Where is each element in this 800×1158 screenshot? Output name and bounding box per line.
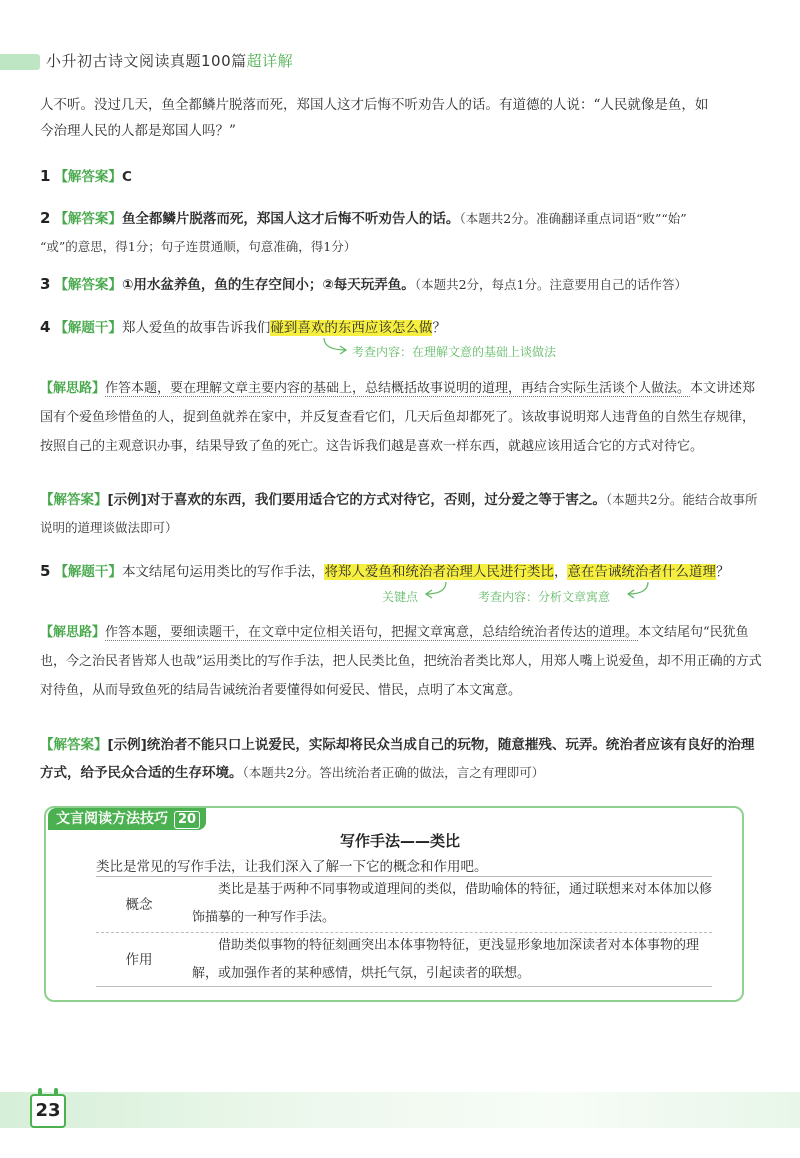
question-4-answer [40,486,765,542]
stem-suffix: ？ [715,564,730,580]
book-title [46,50,293,71]
stem-tag: 【解题干】 [54,564,122,580]
question-5-answer [40,731,765,787]
table-row-text: 借助类似事物的特征刻画突出本体事物特征，更浅显形象地加深读者对本体事物的理解，或加强作者的某种感情，烘托气氛，引起读者的联想。 [192,938,700,981]
passage-continuation [40,92,760,144]
passage-line-1: 人不听。没过几天，鱼全都鳞片脱落而死，郑国人这才后悔不听劝告人的话。有道德的人说：“人民就像是鱼，如 [40,97,709,113]
stem-tag: 【解题干】 [54,320,122,336]
scoring-note: （本题共2分，每点1分。注意要用自己的话作答） [414,277,687,292]
table-row-label: 概念 [125,897,153,913]
answer-text: C [121,169,132,185]
scoring-note: （本题共2分。答出统治者正确的做法，言之有理即可） [242,765,545,780]
question-4-stem [40,313,765,342]
table-bottom-border [96,986,712,987]
thinking-underlined: 作答本题，要细读题干，在文章中定位相关语句，把握文章寓意，总结给统治者传达的道理。 [105,625,639,640]
annotation-key-point: 关键点 [382,590,419,604]
question-number: 1 [40,167,51,185]
annotation-arrow [624,580,654,602]
question-4-thinking [40,374,765,461]
page-number: 23 [30,1094,66,1128]
question-2 [40,204,765,261]
stem-highlight: 碰到喜欢的东西应该怎么做 [270,320,433,336]
annotation-arrow [422,580,452,602]
scoring-note: （本题共2分。准确翻译重点词语“败”“始” [459,211,687,226]
passage-line-2: 今治理人民的人都是郑国人吗？” [40,123,236,139]
stem-highlight-2: 意在告诫统治者什么道理 [567,564,716,580]
answer-text: [示例]统治者不能只口上说爱民，实际却将民众当成自己的玩物，随意摧残、玩弄。统治者应该有良好的治理方式，给予民众合适的生存环境。 [40,737,755,781]
stem-text: 本文结尾句运用类比的写作手法， [121,564,325,580]
scoring-note-cont: “或”的意思，得1分；句子连贯通顺，句意准确，得1分） [40,239,357,254]
method-tip-intro: 类比是常见的写作手法，让我们深入了解一下它的概念和作用吧。 [96,859,488,875]
thinking-underlined: 作答本题，要在理解文章主要内容的基础上，总结概括故事说明的道理，再结合实际生活谈个人做法。 [105,381,691,396]
stem-mid: ， [553,564,568,580]
stem-text: 郑人爱鱼的故事告诉我们 [121,320,271,336]
answer-tag: 【解答案】 [40,737,108,753]
answer-tag: 【解答案】 [54,169,122,185]
book-title-main: 小升初古诗文阅读真题100篇 [46,52,247,70]
thinking-text: 本文结尾句“民犹鱼也，今之治民者皆郑人也哉”运用类比的写作手法，把人民类比鱼，把统治者类比郑人，用郑人嘴上说爱鱼，却不用正确的方式对待鱼，从而导致鱼死的结局告诫统治者要懂得如何爱民、惜民，点明了本文寓意。 [40,625,762,698]
question-number: 5 [40,562,51,580]
answer-tag: 【解答案】 [54,211,122,227]
thinking-text: 本文讲述郑国有个爱鱼珍惜鱼的人，捉到鱼就养在家中，并反复查看它们，几天后鱼却都死了。该故事说明郑人违背鱼的自然生存规律，按照自己的主观意识办事，结果导致了鱼的死亡。这告诉我们越是喜欢一样东西，就越应该用适合它的方式对待它。 [40,381,756,454]
annotation-exam-content: 考查内容：在理解文意的基础上谈做法 [352,345,557,359]
thinking-tag: 【解思路】 [40,625,106,640]
table-row-label: 作用 [125,952,153,968]
method-tip-label [48,808,206,830]
scoring-note: （本题共2分。能结合故事所说明的道理谈做法即可） [40,492,758,535]
answer-text: [示例]对于喜欢的东西，我们要用适合它的方式对待它，否则，过分爱之等于害之。 [107,492,606,508]
method-tip-number: 20 [174,811,200,829]
annotation-exam-content: 考查内容：分析文章寓意 [478,590,611,604]
question-number: 3 [40,275,51,293]
method-tip-label-text: 文言阅读方法技巧 [56,811,168,827]
header-accent-bar [0,54,40,70]
question-1 [40,162,765,191]
answer-tag: 【解答案】 [40,492,108,508]
question-number: 2 [40,209,51,227]
stem-suffix: ？ [432,320,446,336]
thinking-tag: 【解思路】 [40,381,106,396]
answer-text: ①用水盆养鱼，鱼的生存空间小；②每天玩弄鱼。 [121,277,415,293]
method-tip-title: 写作手法——类比 [339,832,460,850]
answer-text: 鱼全都鳞片脱落而死，郑国人这才后悔不听劝告人的话。 [121,211,460,227]
table-row-text: 类比是基于两种不同事物或道理间的类似，借助喻体的特征，通过联想来对本体加以修饰描摹的一种写作手法。 [192,882,713,925]
footer-strip [0,1092,800,1128]
question-3 [40,270,765,299]
book-title-accent: 超详解 [246,52,294,70]
question-number: 4 [40,318,51,336]
question-5-stem [40,557,765,586]
answer-tag: 【解答案】 [54,277,122,293]
question-5-thinking [40,618,765,705]
stem-highlight-1: 将郑人爱鱼和统治者治理人民进行类比 [324,564,554,580]
annotation-arrow [320,336,350,358]
